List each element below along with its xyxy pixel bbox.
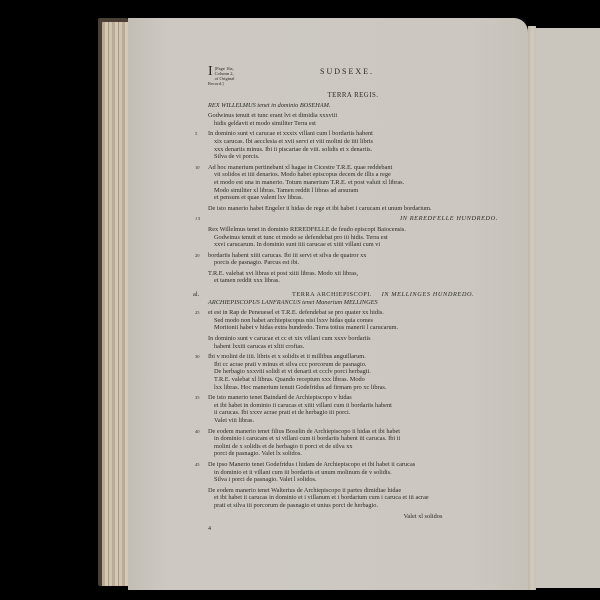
folio-number: 4 bbox=[208, 526, 211, 533]
text-line: T.R.E. valebat xvi libras et post xiiii libras. Modo xii libras, bbox=[208, 269, 359, 277]
text-line: Silva de vi porcis. bbox=[214, 153, 260, 161]
text-line: De isto manerio habet Engeler ii hidas de rege et ibi habet i carucam et unum bordarium. bbox=[208, 204, 432, 212]
page-reference bbox=[208, 66, 247, 86]
margin-number: 5 bbox=[195, 131, 198, 137]
text-line: De ipso Manerio tenet Godefridus i hidam de Archiepiscopo et ibi habet ii carucas bbox=[208, 460, 416, 468]
paragraph bbox=[208, 112, 498, 127]
text-line: ii carucas. Ibi xxxv acrae prati et de herbagio iii porci. bbox=[214, 409, 351, 417]
paragraph bbox=[208, 335, 498, 350]
text-line: et est in Rap de Peneuesel et T.R.E. defendebat se pro quater xx hidis. bbox=[208, 309, 384, 317]
text-line: xxx denariis minus. Ibi ii piscariae de viii. solidis et x denariis. bbox=[214, 145, 373, 153]
section-subheading: ARCHIEPISCOPUS LANFRANCUS tenet Manerium MELLINGES bbox=[208, 298, 378, 306]
text-line: Ad hoc manerium pertinebant xl hagae in Cicestre T.R.E. quae reddebant bbox=[208, 163, 393, 171]
text-line: Godwinus tenuit et tunc et modo se defendebat pro iii hidis. Terra est bbox=[214, 233, 388, 241]
text-line: prati et silva iii porcorum de pasnagio et unius porci de herbagio. bbox=[214, 501, 379, 509]
section-label: al. bbox=[193, 291, 200, 299]
text-line: Modo similiter xl libras. Tamen reddit l libras ad arsuram bbox=[214, 186, 359, 194]
text-line: xix carucas. Ibi aecclesia et xvii servi et viii molini de iiii libris bbox=[214, 137, 373, 145]
closing-line: Valet xl solidos bbox=[403, 512, 443, 520]
right-page bbox=[536, 28, 600, 588]
text-line: et modo est una in manerio. Totum manerium T.R.E. et post valuit xl libras. bbox=[214, 178, 405, 186]
text-line: Silva i porci de pasnagio. Valet l solidos. bbox=[214, 476, 317, 484]
paragraph bbox=[208, 205, 498, 213]
text-line: In dominio sunt vi carucae et xxxix villani cum l bordariis habent bbox=[208, 130, 373, 138]
paragraph bbox=[208, 487, 498, 510]
paragraph bbox=[195, 353, 498, 391]
margin-number: 40 bbox=[195, 428, 200, 434]
paragraph bbox=[208, 270, 498, 285]
section-heading: TERRA ARCHIEPISCOPI. bbox=[292, 291, 372, 299]
text-line: Valet viii libras. bbox=[214, 416, 255, 424]
text-line: xxvi carucarum. In dominio sunt iiii carucae et xiiii villani cum vi bbox=[214, 241, 381, 249]
section-heading: TERRA REGIS. bbox=[327, 92, 379, 99]
text-line: Ibi v molini de iiii. libris et x solidis et ii millibus anguillarum. bbox=[208, 353, 366, 361]
section-subheading: REX WILLELMUS tenet in dominio BOSEHAM. bbox=[208, 101, 331, 109]
page-text bbox=[193, 64, 498, 534]
text-line: et ibi habet ii carucas in dominio et i villanum et i bordarium cum i caruca et iii acrae bbox=[214, 494, 429, 502]
text-line: in dominio i carucam et xi villani cum ii bordariis habent iii carucas. Ibi ii bbox=[214, 435, 401, 443]
text-line: De herbagio xxxviii solidi et vi denarii et ccclv porci herbagii. bbox=[214, 368, 371, 376]
margin-number: 35 bbox=[195, 395, 200, 401]
section-header bbox=[193, 291, 498, 299]
text-line: porci de pasnagio. Valet lx solidos. bbox=[214, 450, 302, 458]
page-header bbox=[208, 66, 498, 88]
margin-number: 25 bbox=[195, 310, 200, 316]
text-line: in dominio et ii villani cum iii bordariis et unum molinum de v solidis. bbox=[214, 468, 392, 476]
paragraph bbox=[195, 460, 498, 484]
text-line: bordariis habent xiiii carucas. Ibi iii servi et silva de quatror xx bbox=[208, 251, 367, 259]
book-gutter bbox=[528, 26, 536, 590]
text-line: Godwinus tenuit et tunc erant lvi et dimidia xxxviii bbox=[208, 112, 338, 120]
text-line: hidis geldavit et modo similiter Terra est bbox=[214, 119, 316, 127]
text-line: De eodem manerio tenet filius Boselin de Archiepiscopo ii hidas et ibi habet bbox=[208, 427, 401, 435]
margin-number: 30 bbox=[195, 354, 200, 360]
text-line: Moritonii habet v hidas extra hundredo. Terra totius manerii l carucarum. bbox=[214, 324, 399, 332]
ref-mark: I bbox=[208, 64, 213, 79]
text-line: De eodem manerio tenet Walterius de Archiepiscopo ii partes dimidiae hidae bbox=[208, 486, 402, 494]
text-line: vii solidos et iiii denarios. Modo habet episcopus decem de illis a rege bbox=[214, 171, 391, 179]
hundred-heading bbox=[195, 215, 498, 223]
paragraph bbox=[195, 394, 498, 424]
text-line: molini de x solidis et de herbagio ii porci et de silva xx bbox=[214, 442, 353, 450]
page-reference-line: of Original Record.] bbox=[208, 76, 235, 86]
text-line: In dominio sunt v carucae et cc et xix villani cum xxxv bordariis bbox=[208, 335, 371, 343]
text-line: et pensum et quae valent lxv libras. bbox=[214, 194, 304, 202]
paragraph bbox=[195, 251, 498, 267]
text-line: porcis de pasnagio. Parcus est ibi. bbox=[214, 259, 300, 267]
paragraph bbox=[195, 163, 498, 202]
margin-number: 20 bbox=[195, 252, 200, 258]
page-reference-line: [Page 16a, Column 2, bbox=[214, 66, 234, 76]
paragraph bbox=[195, 130, 498, 161]
text-line: Rex Willelmus tenet in dominio REREDFELLE de feudo episcopi Baiocensis. bbox=[208, 225, 406, 233]
text-line: lxx libras. Hoc manerium tenuit Godefridus ad firmam pro xc libras. bbox=[214, 383, 387, 391]
text-line: et tamen reddit xxx libras. bbox=[214, 277, 280, 285]
margin-number: 15 bbox=[195, 216, 201, 222]
paragraph bbox=[195, 309, 498, 332]
margin-number: 10 bbox=[195, 164, 200, 170]
text-line: De isto manerio tenet Baindard de Archiepiscopo v hidas bbox=[208, 394, 352, 402]
hundred-title: IN REREDFELLE HUNDREDO. bbox=[400, 215, 498, 223]
text-line: habent lxxiii carucas et xliii croftas. bbox=[214, 342, 305, 350]
text-line: T.R.E. valebat xl libras. Quando receptum xxx libras. Modo bbox=[214, 376, 365, 383]
text-line: Ibi cc acrae prati v minus et silva ccc porcorum de pasnagio. bbox=[214, 360, 367, 368]
margin-number: 45 bbox=[195, 461, 200, 467]
paragraph bbox=[208, 226, 498, 249]
text-line: Sed modo non habet archiepiscopus nisi lxxv hidas quia comes bbox=[214, 316, 373, 324]
hundred-title: IN MELLINGES HUNDREDO. bbox=[381, 291, 475, 299]
text-line: et ibi habet in dominio ii carucas et xiiii villani cum ii bordariis habent bbox=[214, 401, 392, 409]
county-title: SUDSEXE. bbox=[320, 67, 375, 76]
paragraph bbox=[195, 427, 498, 458]
